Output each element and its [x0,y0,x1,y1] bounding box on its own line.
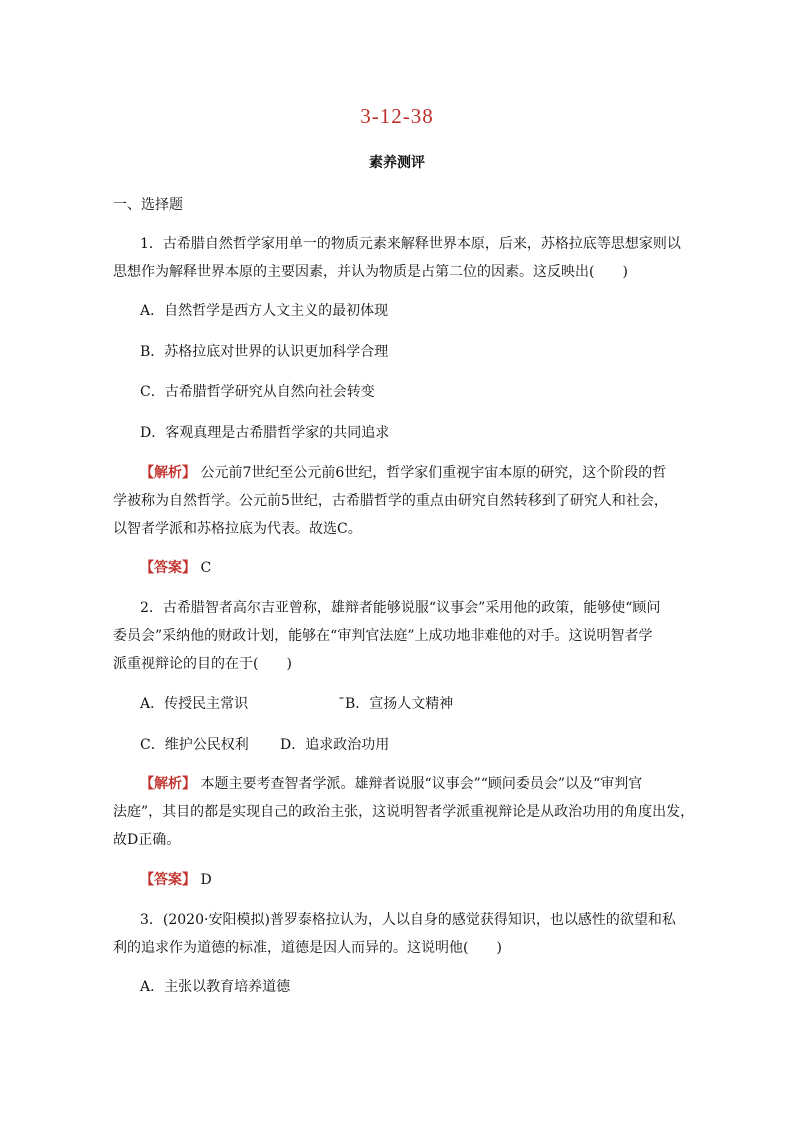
q2-answer-value: D [200,872,212,888]
q2-analysis-line-3: 故D正确。 [113,832,181,848]
q1-answer-tag: 【答案】 [140,560,196,576]
q1-answer-value: C [200,560,212,576]
q2-option-b: ˉB．宣扬人文精神 [338,696,454,712]
q2-stem-line-1: 2．古希腊智者高尔吉亚曾称，雄辩者能够说服“议事会”采用他的政策，能够使“顾问 [140,600,661,616]
document-title: 3-12-38 [360,104,434,128]
section-heading: 一、选择题 [113,197,183,213]
q2-option-c: C．维护公民权利 [140,737,249,753]
q1-option-c: C．古希腊哲学研究从自然向社会转变 [140,384,375,400]
q1-stem-line-2: 思想作为解释世界本原的主要因素，并认为物质是占第二位的因素。这反映出( ) [113,264,628,280]
q1-option-a: A．自然哲学是西方人文主义的最初体现 [140,303,389,319]
q1-option-d: D．客观真理是古希腊哲学家的共同追求 [140,425,390,441]
q1-analysis-text: 公元前7世纪至公元前6世纪，哲学家们重视宇宙本原的研究，这个阶段的哲 [200,465,667,481]
q1-analysis-line-1 [140,462,666,482]
q2-stem-line-2: 委员会”采纳他的财政计划，能够在“审判官法庭”上成功地非难他的对手。这说明智者学 [113,628,653,644]
q2-answer [140,869,212,889]
q2-analysis-tag: 【解析】 [140,776,196,792]
q3-stem-line-2: 利的追求作为道德的标准，道德是因人而异的。这说明他( ) [113,940,502,956]
q3-stem-line-1: 3．(2020·安阳模拟)普罗泰格拉认为，人以自身的感觉获得知识，也以感性的欲望和私 [140,912,676,928]
q1-analysis-line-2: 学被称为自然哲学。公元前5世纪，古希腊哲学的重点由研究自然转移到了研究人和社会， [113,493,668,509]
q2-analysis-line-2: 法庭”，其目的都是实现自己的政治主张，这说明智者学派重视辩论是从政治功用的角度出发， [113,804,695,820]
document-subtitle: 素养测评 [369,155,425,171]
q2-stem-line-3: 派重视辩论的目的在于( ) [113,656,292,672]
q2-answer-tag: 【答案】 [140,872,196,888]
q1-analysis-line-3: 以智者学派和苏格拉底为代表。故选C。 [113,521,362,537]
q1-answer [140,557,211,577]
q2-option-a: A．传授民主常识 [140,696,249,712]
q1-option-b: B．苏格拉底对世界的认识更加科学合理 [140,344,389,360]
q1-stem-line-1: 1．古希腊自然哲学家用单一的物质元素来解释世界本原，后来，苏格拉底等思想家则以 [140,236,681,252]
q2-analysis-line-1 [140,773,642,793]
q3-option-a: A．主张以教育培养道德 [140,979,291,995]
q2-option-d: D．追求政治功用 [280,737,390,753]
q2-analysis-text: 本题主要考查智者学派。雄辩者说服“议事会”“顾问委员会”以及“审判官 [200,776,643,792]
q1-analysis-tag: 【解析】 [140,465,196,481]
